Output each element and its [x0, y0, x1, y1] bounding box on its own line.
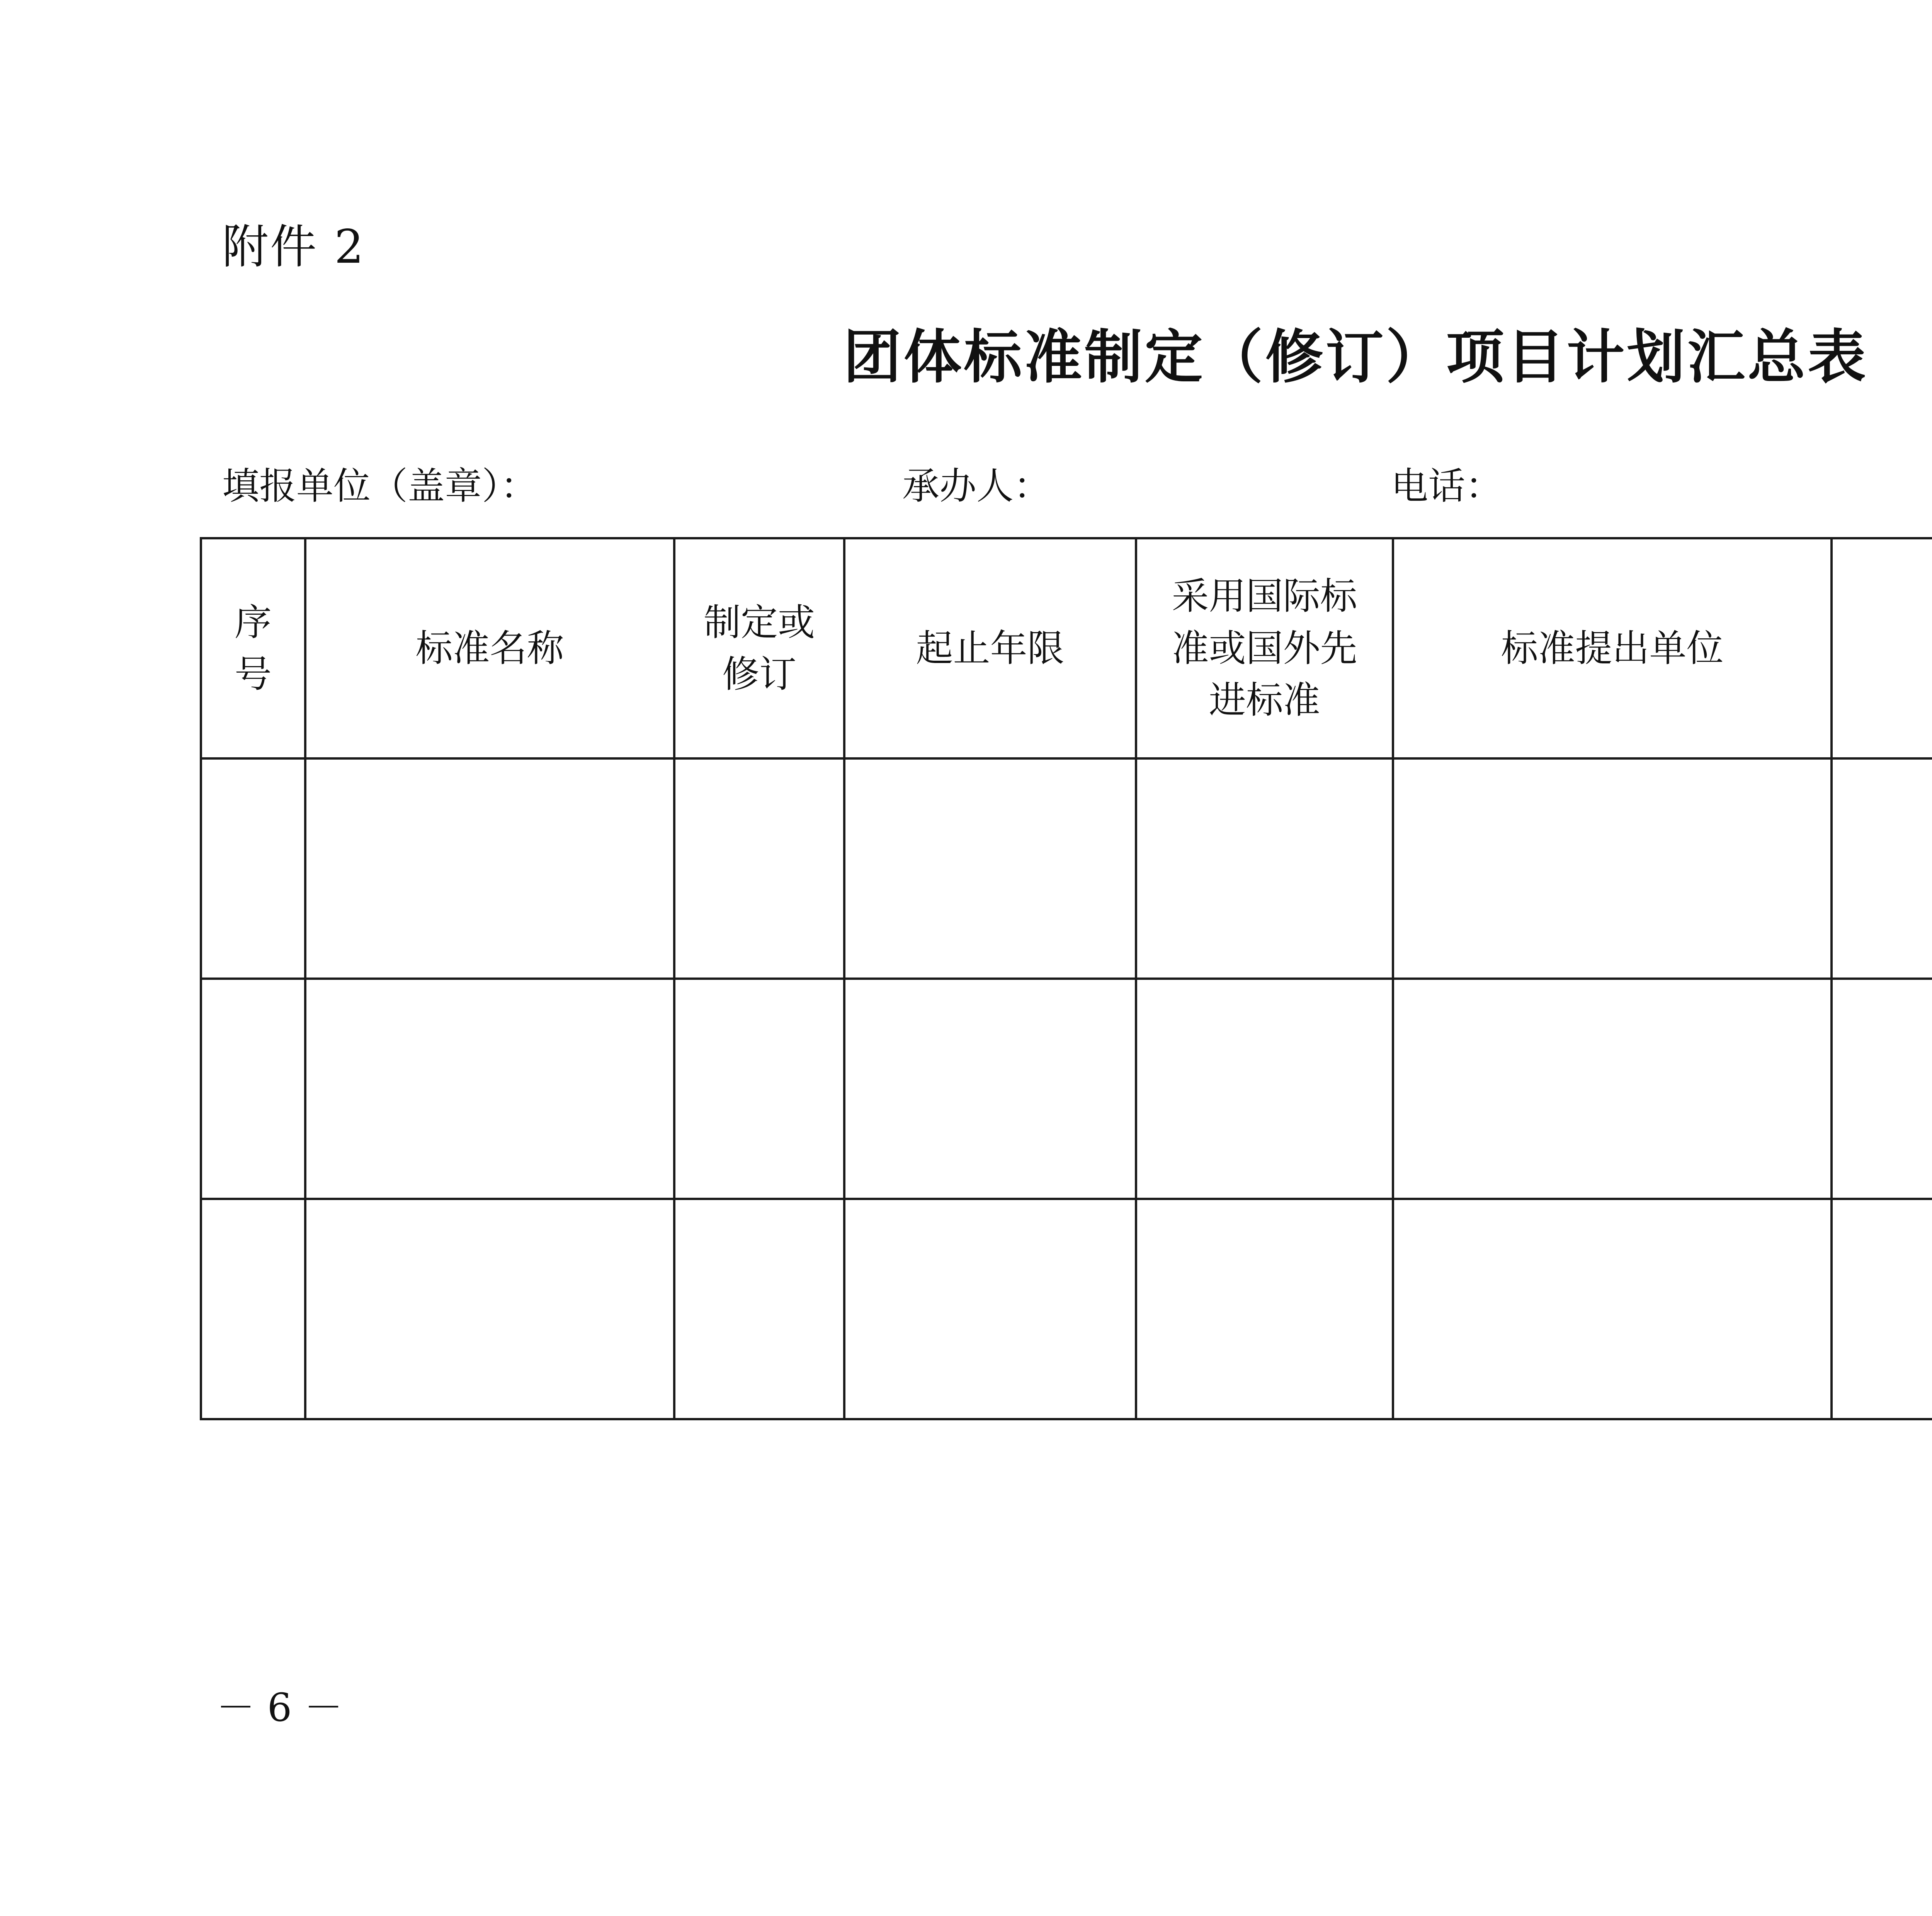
header-standard-name: 标准名称 [305, 538, 674, 758]
table-cell[interactable] [1393, 1199, 1832, 1419]
attachment-label: 附件 2 [222, 220, 366, 274]
page-number: － 6 － [216, 1685, 343, 1730]
fill-unit-label: 填报单位（盖章）： [222, 464, 537, 508]
table-cell[interactable] [674, 979, 844, 1199]
table-row [201, 758, 1932, 979]
phone-label: 电话： [1391, 464, 1502, 508]
table-cell[interactable] [1136, 979, 1393, 1199]
table-cell[interactable] [844, 1199, 1136, 1419]
table-row [201, 1199, 1932, 1419]
table-cell[interactable] [201, 979, 305, 1199]
table-header-row [201, 538, 1932, 758]
document-title: 团体标准制定（修订）项目计划汇总表 [843, 324, 1868, 391]
header-adopted-standard: 采用国际标 准或国外先 进标准 [1136, 538, 1393, 758]
table-cell[interactable] [1832, 1199, 1932, 1419]
header-start-end-years: 起止年限 [844, 538, 1136, 758]
header-serial-number: 序 号 [201, 538, 305, 758]
header-formulate-or-revise: 制定或 修订 [674, 538, 844, 758]
header-proposing-unit: 标准提出单位 [1393, 538, 1832, 758]
table-cell[interactable] [1393, 979, 1832, 1199]
header-drafting-unit [1832, 538, 1932, 758]
table-cell[interactable] [201, 758, 305, 979]
contact-person-label: 承办人： [902, 464, 1051, 508]
table-cell[interactable] [1832, 979, 1932, 1199]
table-cell[interactable] [844, 758, 1136, 979]
table-cell[interactable] [1136, 758, 1393, 979]
table-cell[interactable] [1136, 1199, 1393, 1419]
table-cell[interactable] [305, 1199, 674, 1419]
table-cell[interactable] [674, 758, 844, 979]
table-cell[interactable] [674, 1199, 844, 1419]
table-cell[interactable] [1832, 758, 1932, 979]
project-plan-table [200, 537, 1932, 1420]
table-cell[interactable] [305, 979, 674, 1199]
table-row [201, 979, 1932, 1199]
table-cell[interactable] [201, 1199, 305, 1419]
table-cell[interactable] [1393, 758, 1832, 979]
table-cell[interactable] [844, 979, 1136, 1199]
table-cell[interactable] [305, 758, 674, 979]
